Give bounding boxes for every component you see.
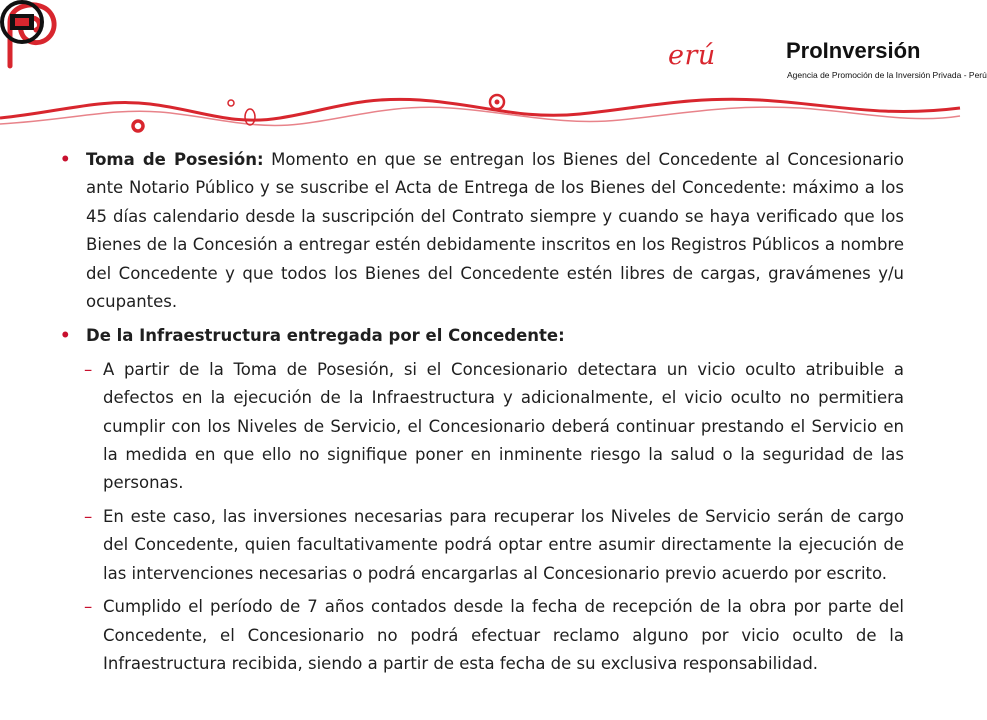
dash-marker: – [84,359,93,379]
decorative-dot [495,100,500,105]
sub-item-text: En este caso, las inversiones necesarias para recuperar los Niveles de Servicio serán de cargo del Concedente, quien facultativamente podrá optar entre asumir directamente la ejecución de las intervenciones necesarias o podrá encargarlas al Concesionario previo acuerdo por escrito. [103,506,904,583]
proinversion-name: ProInversión [786,38,921,63]
bullet-marker: • [60,150,71,169]
sub-item-text: A partir de la Toma de Posesión, si el Concesionario detectara un vicio oculto atribuible a defectos en la ejecución de la Infraestructura y adicionalmente, el vicio oculto no permitiera cumplir con los Niveles de Servicio, el Concesionario deberá continuar prestando el Servicio en la medida en que ello no signifique poner en inminente riesgo la salud o la seguridad de las personas. [103,359,904,493]
dash-marker: – [84,597,93,617]
dash-marker: – [84,506,93,526]
sub-item-text: Cumplido el período de 7 años contados desde la fecha de recepción de la obra por parte del Concedente, el Concesionario no podrá efectuar reclamo alguno por vicio oculto de la Infraestructura recibida, siendo a partir de esta fecha de su exclusiva responsabilidad. [103,597,904,673]
decorative-dot [133,121,143,131]
bullet-paragraph [86,322,904,350]
sub-item-vicio-oculto [60,356,904,498]
bullet-heading: De la Infraestructura entregada por el Concedente: [86,326,565,346]
bullet-paragraph [86,146,904,316]
slide-header [0,0,987,140]
proinversion-logo-icon [0,0,44,44]
slide-body [60,146,904,678]
bullet-heading: Toma de Posesión: [86,150,264,169]
bullet-marker: • [60,326,71,346]
decorative-dot [245,109,255,125]
peru-brand-text: erú [668,40,716,71]
decorative-dot [228,100,234,106]
bullet-toma-de-posesion [60,146,904,316]
sub-item-inversiones [60,503,904,588]
sub-item-periodo [60,593,904,678]
bullet-text: Momento en que se entregan los Bienes del Concedente al Concesionario ante Notario Público y se suscribe el Acta de Entrega de los Bienes del Concedente: máximo a los 45 días calendario desde la suscripción del Contrato siempre y cuando se haya verificado que los Bienes de la Concesión a entregar estén debidamente inscritos en los Registros Públicos a nombre del Concedente y que todos los Bienes del Concedente estén libres de cargas, gravámenes y/u ocupantes. [86,150,904,312]
bullet-infraestructura [60,322,904,350]
proinversion-subtitle: Agencia de Promoción de la Inversión Privada - Perú [787,70,987,80]
